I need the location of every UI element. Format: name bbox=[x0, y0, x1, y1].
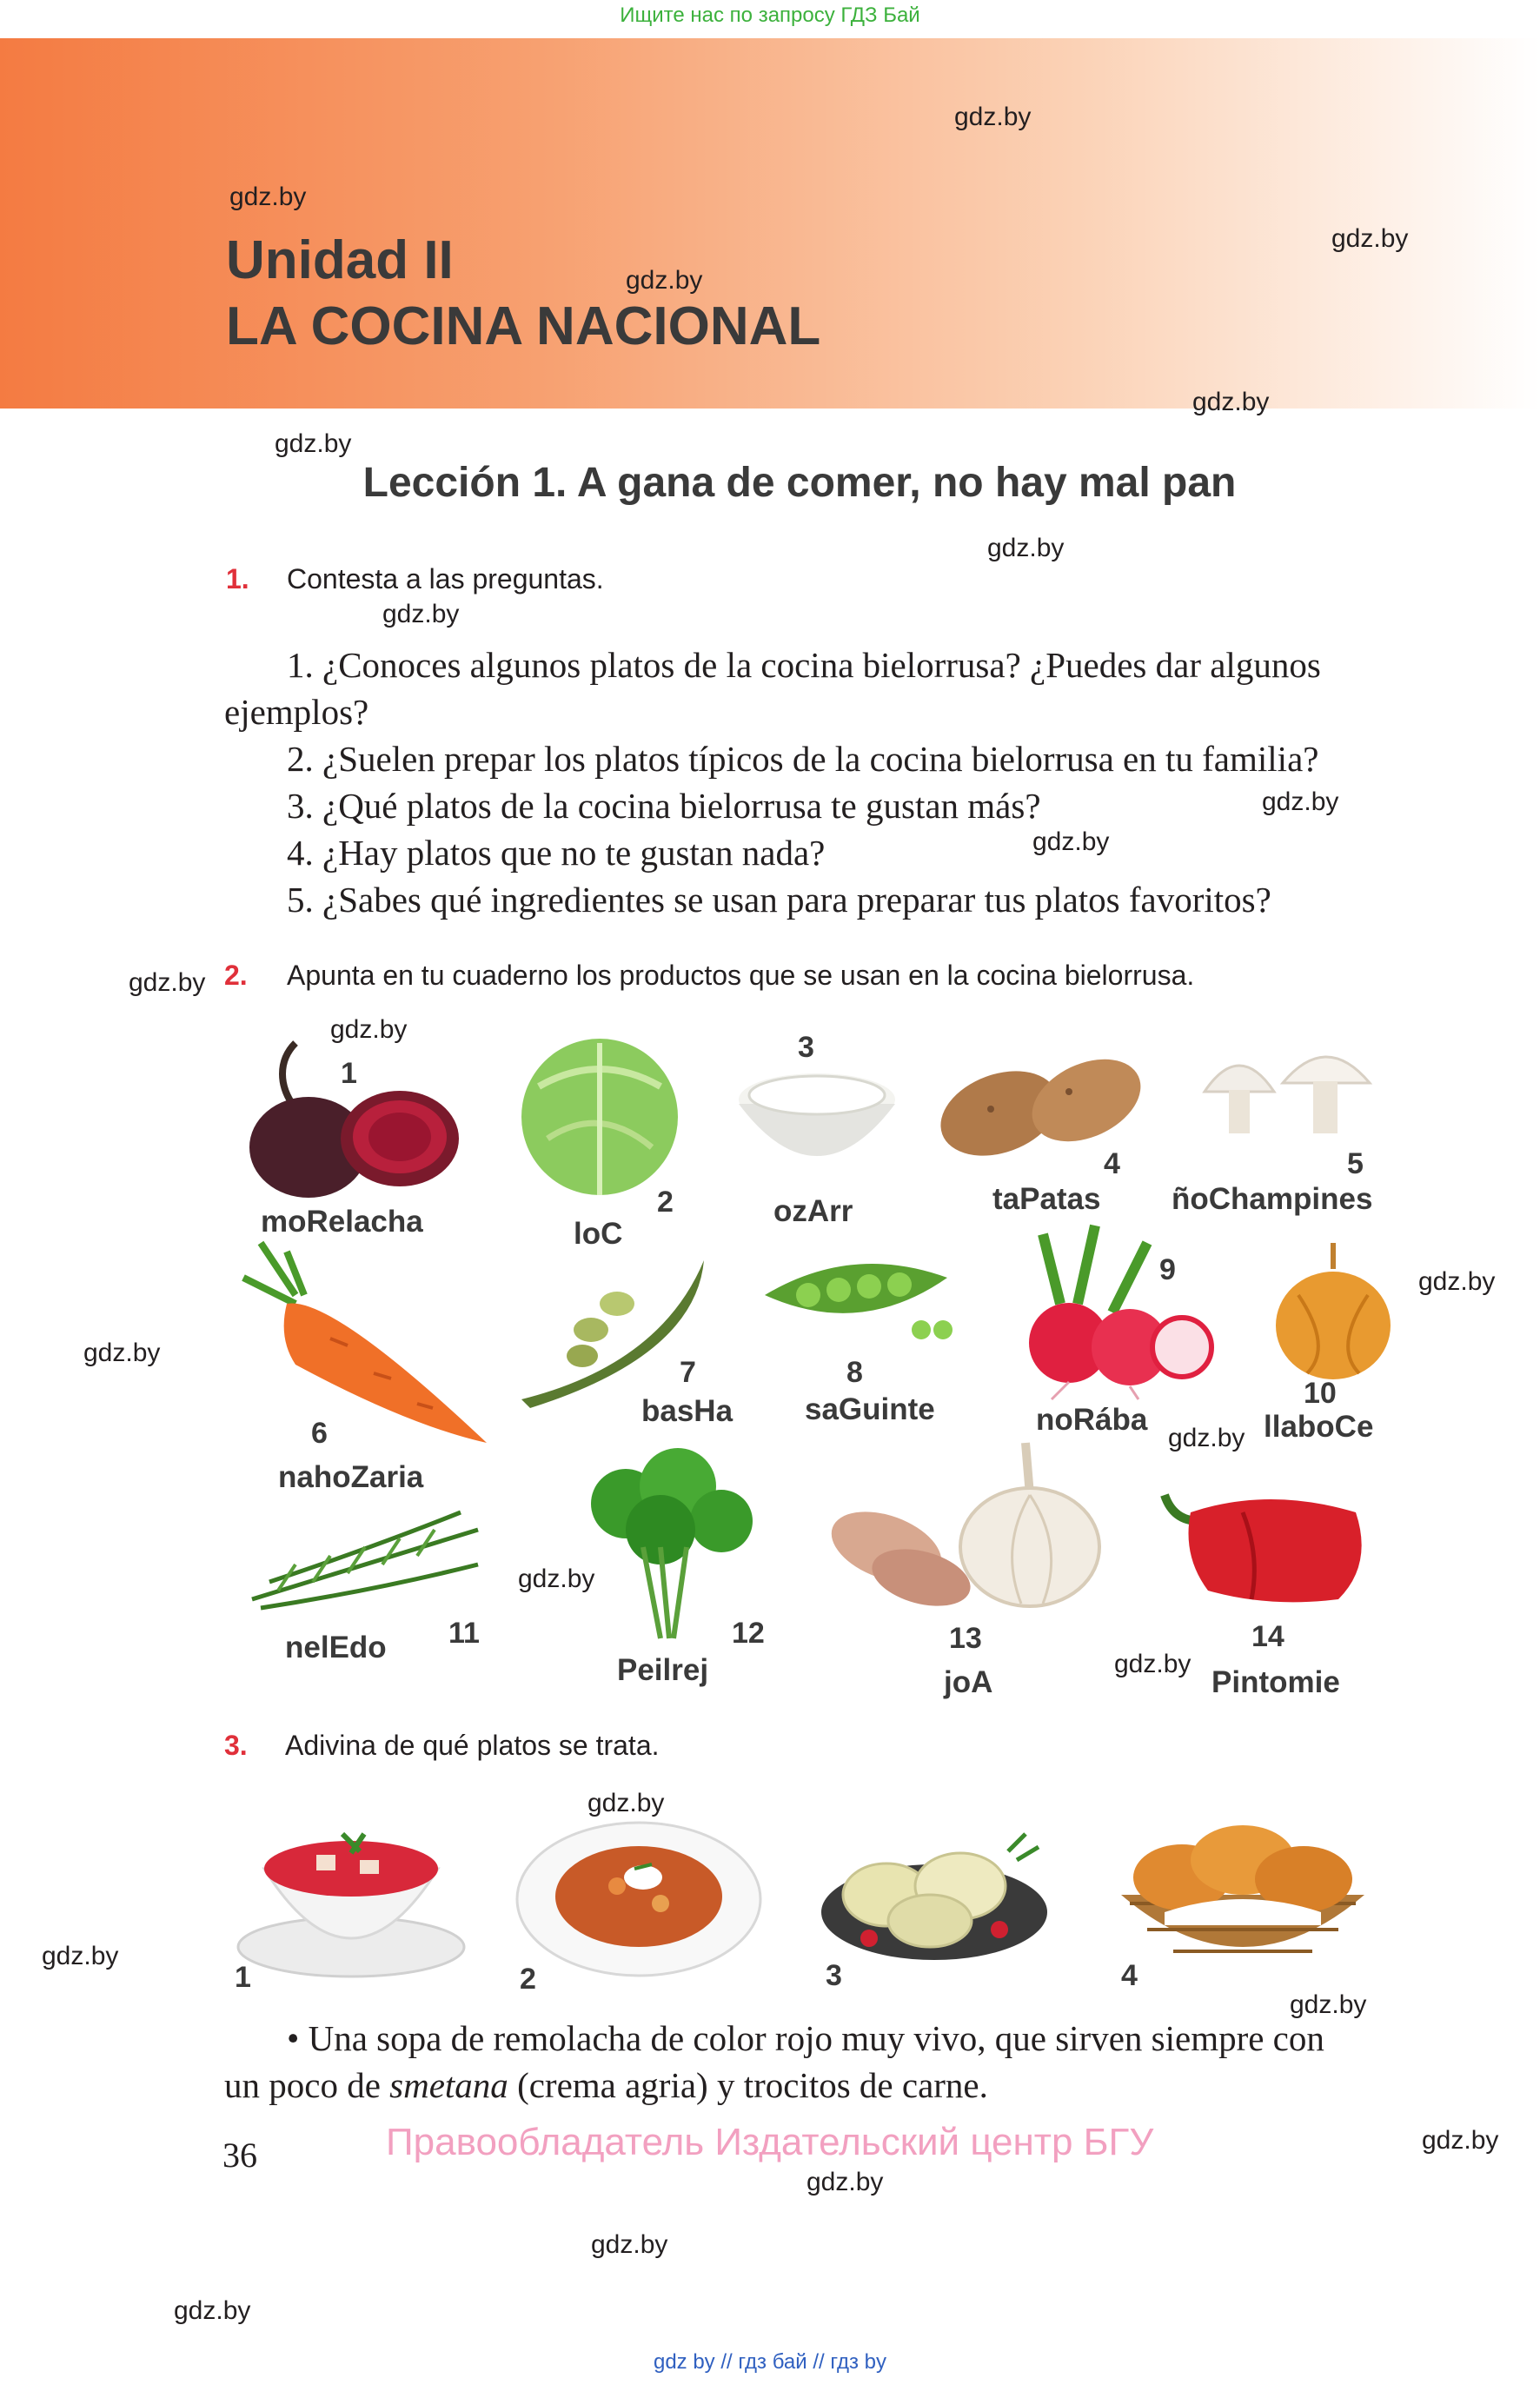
question-line: 4. ¿Hay platos que no te gustan nada? bbox=[287, 833, 826, 873]
ingredient-label: Pintomie bbox=[1211, 1665, 1340, 1699]
watermark: gdz.by bbox=[1422, 2126, 1499, 2155]
ingredient-number: 1 bbox=[341, 1057, 357, 1090]
exercise-number: 3. bbox=[224, 1730, 248, 1761]
exercise-number: 2. bbox=[224, 960, 248, 991]
exercise-instruction: Contesta a las preguntas. bbox=[287, 563, 604, 595]
ingredient-number: 11 bbox=[448, 1617, 480, 1650]
riddle-text: (crema agria) y trocitos de carne. bbox=[508, 2065, 988, 2105]
question-line: 2. ¿Suelen prepar los platos típicos de la cocina bielorrusa en tu familia? bbox=[287, 739, 1319, 779]
carrot-icon bbox=[235, 1243, 495, 1460]
watermark: gdz.by bbox=[83, 1339, 161, 1367]
watermark: gdz.by bbox=[1262, 787, 1339, 816]
ingredient-number: 13 bbox=[949, 1622, 982, 1655]
cabbage-icon bbox=[513, 1034, 687, 1199]
watermark: gdz.by bbox=[987, 534, 1065, 562]
soup-icon bbox=[513, 1817, 765, 1982]
ingredient-label: saGuinte bbox=[805, 1392, 935, 1426]
ingredient-label: ozArr bbox=[773, 1194, 853, 1228]
watermark: gdz.by bbox=[1290, 1990, 1367, 2019]
copyright-notice: Правообладатель Издательский центр БГУ bbox=[386, 2121, 1154, 2163]
watermark: gdz.by bbox=[587, 1789, 665, 1817]
question-line: 5. ¿Sabes qué ingredientes se usan para preparar tus platos favoritos? bbox=[287, 880, 1271, 920]
unit-label: Unidad II bbox=[226, 230, 454, 290]
watermark: gdz.by bbox=[807, 2168, 884, 2196]
question-line: 3. ¿Qué platos de la cocina bielorrusa te gustan más? bbox=[287, 786, 1041, 826]
ingredient-label: ñoChampines bbox=[1172, 1182, 1373, 1216]
exercise-instruction: Adivina de qué platos se trata. bbox=[285, 1730, 660, 1761]
ingredient-label: Peilrej bbox=[617, 1653, 709, 1687]
watermark: gdz.by bbox=[42, 1942, 119, 1970]
ingredient-label: joA bbox=[944, 1665, 993, 1699]
ingredient-number: 7 bbox=[680, 1356, 696, 1389]
dish-number: 1 bbox=[235, 1961, 251, 1994]
ingredient-number: 12 bbox=[732, 1617, 765, 1650]
parsley-icon bbox=[574, 1452, 765, 1643]
ingredient-label: llaboCe bbox=[1264, 1410, 1374, 1444]
question-line: 1. ¿Conoces algunos platos de la cocina bielorrusa? ¿Puedes dar algunos bbox=[287, 645, 1321, 685]
ingredient-label: noRába bbox=[1036, 1403, 1148, 1437]
ingredient-label: basHa bbox=[641, 1394, 733, 1428]
pea-icon bbox=[756, 1243, 956, 1356]
riddle-italic-word: smetana bbox=[389, 2065, 508, 2105]
ingredient-label: nahoZaria bbox=[278, 1460, 424, 1494]
dish-number: 3 bbox=[826, 1959, 842, 1992]
watermark: gdz.by bbox=[275, 429, 352, 458]
ingredient-number: 5 bbox=[1347, 1147, 1364, 1180]
watermark: gdz.by bbox=[1418, 1267, 1496, 1296]
dish-number: 4 bbox=[1121, 1959, 1138, 1992]
watermark: gdz.by bbox=[1114, 1650, 1192, 1678]
buns-basket-icon bbox=[1112, 1808, 1373, 1982]
lesson-title: Lección 1. A gana de comer, no hay mal pan bbox=[362, 460, 1237, 506]
ingredient-number: 6 bbox=[311, 1417, 328, 1450]
riddle-line bbox=[224, 2062, 988, 2109]
watermark: gdz.by bbox=[174, 2296, 251, 2325]
ingredient-label: loC bbox=[574, 1217, 623, 1251]
footer-links: gdz by // гдз бай // гдз by bbox=[653, 2350, 887, 2374]
watermark: gdz.by bbox=[330, 1015, 408, 1044]
watermark: gdz.by bbox=[1168, 1424, 1245, 1452]
dill-icon bbox=[243, 1512, 487, 1625]
ingredient-number: 2 bbox=[657, 1186, 674, 1219]
ingredient-number: 10 bbox=[1304, 1377, 1337, 1410]
exercise-instruction: Apunta en tu cuaderno los productos que se usan en la cocina bielorrusa. bbox=[287, 960, 1195, 991]
pepper-icon bbox=[1147, 1478, 1373, 1608]
ingredient-label: moRelacha bbox=[261, 1205, 423, 1239]
watermark: gdz.by bbox=[518, 1565, 595, 1593]
radish-icon bbox=[991, 1226, 1234, 1399]
watermark: gdz.by bbox=[129, 968, 206, 997]
onion-icon bbox=[1272, 1243, 1394, 1382]
mushroom-icon bbox=[1187, 1040, 1378, 1161]
ingredient-number: 4 bbox=[1104, 1147, 1120, 1180]
watermark: gdz.by bbox=[382, 600, 460, 628]
top-search-banner: Ищите нас по запросу ГДЗ Бай bbox=[620, 3, 920, 27]
question-line: ejemplos? bbox=[224, 692, 369, 732]
riddle-text: un poco de bbox=[224, 2065, 390, 2105]
unit-name: LA COCINA NACIONAL bbox=[226, 296, 821, 356]
watermark: gdz.by bbox=[1192, 388, 1270, 416]
ingredient-number: 9 bbox=[1159, 1253, 1176, 1286]
ingredient-number: 14 bbox=[1251, 1620, 1284, 1653]
garlic-icon bbox=[826, 1434, 1112, 1608]
page-number: 36 bbox=[222, 2136, 257, 2175]
watermark: gdz.by bbox=[1331, 224, 1409, 253]
ingredient-label: taPatas bbox=[992, 1182, 1101, 1216]
cabbage-rolls-icon bbox=[817, 1817, 1052, 1964]
watermark: gdz.by bbox=[591, 2230, 668, 2259]
ingredient-number: 8 bbox=[846, 1356, 863, 1389]
exercise-number: 1. bbox=[226, 563, 249, 595]
watermark: gdz.by bbox=[229, 183, 307, 211]
watermark: gdz.by bbox=[954, 103, 1032, 131]
watermark: gdz.by bbox=[1032, 827, 1110, 856]
chapter-title bbox=[226, 228, 820, 360]
riddle-line: • Una sopa de remolacha de color rojo muy vivo, que sirven siempre con bbox=[287, 2018, 1324, 2058]
ingredient-label: nelEdo bbox=[285, 1631, 387, 1664]
dish-number: 2 bbox=[520, 1963, 536, 1996]
rice-icon bbox=[730, 1060, 904, 1191]
ingredient-number: 3 bbox=[798, 1031, 814, 1064]
beet-icon bbox=[243, 1026, 469, 1199]
borscht-icon bbox=[229, 1799, 473, 1982]
watermark: gdz.by bbox=[626, 266, 703, 295]
